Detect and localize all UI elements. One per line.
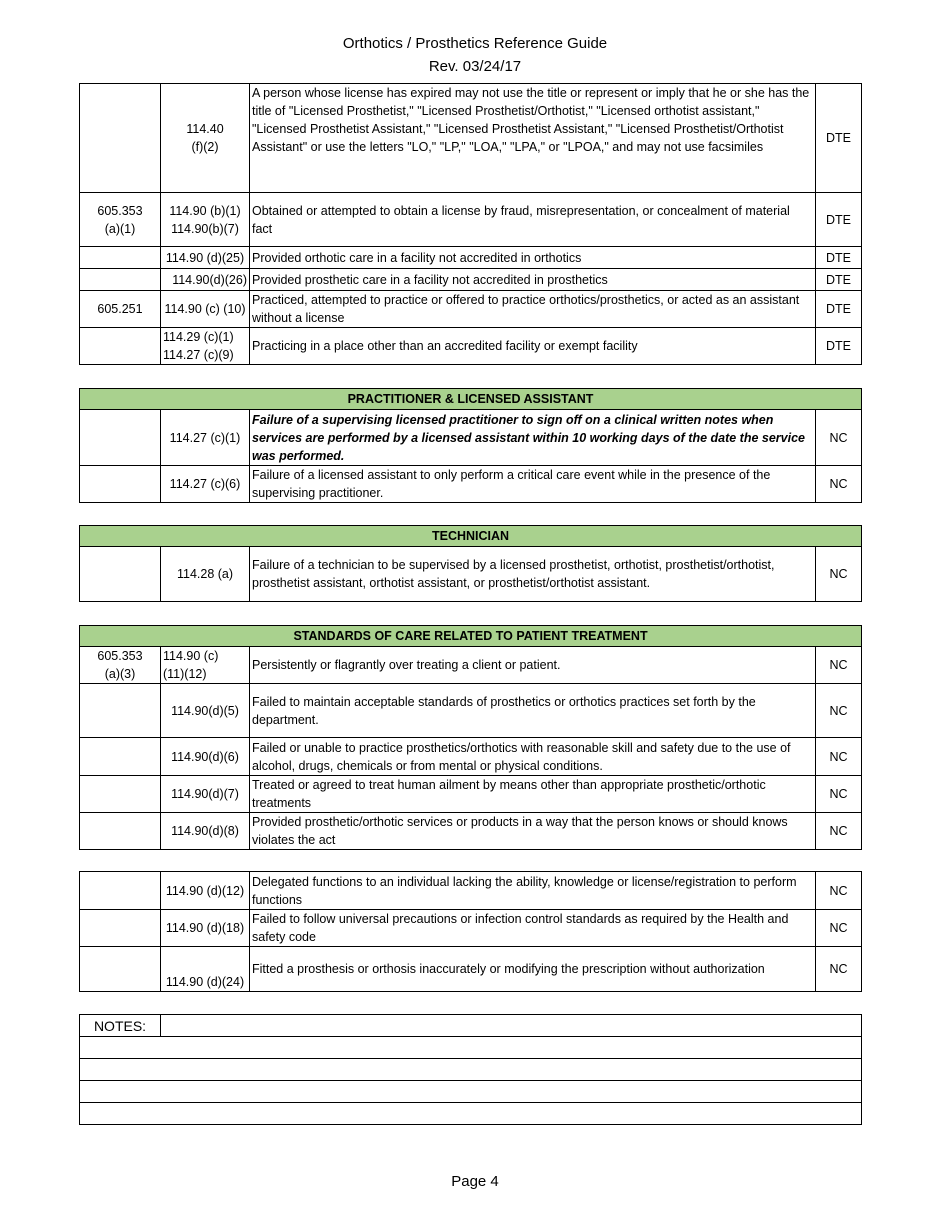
technician-table [79,525,862,602]
code-cell: NC [816,410,862,466]
section-cell [80,466,161,503]
rule-cell: 114.29 (c)(1) 114.27 (c)(9) [161,328,250,365]
section-cell [80,269,161,291]
description-cell: Failed to follow universal precautions or infection control standards as required by the Health and safety code [250,910,816,947]
section-cell: 605.353 (a)(3) [80,647,161,684]
section-cell [80,328,161,365]
rule-cell: 114.27 (c)(6) [161,466,250,503]
section-header-row [80,389,862,410]
code-cell: NC [816,738,862,776]
rule-cell: 114.40 (f)(2) [161,84,250,193]
description-cell: Practiced, attempted to practice or offered to practice orthotics/prosthetics, or acted as an assistant without a license [250,291,816,328]
code-cell: NC [816,647,862,684]
description-cell: Fitted a prosthesis or orthosis inaccurately or modifying the prescription without authorization [250,947,816,992]
section-cell [80,738,161,776]
section-cell [80,947,161,992]
table-row [80,84,862,193]
section-cell [80,547,161,602]
section-heading: TECHNICIAN [80,526,862,547]
description-cell: Obtained or attempted to obtain a license by fraud, misrepresentation, or concealment of material fact [250,193,816,247]
rule-cell: 114.90 (c) (10) [161,291,250,328]
section-heading: STANDARDS OF CARE RELATED TO PATIENT TREATMENT [80,626,862,647]
code-cell: DTE [816,328,862,365]
notes-line[interactable] [80,1059,862,1081]
code-cell: NC [816,872,862,910]
description-cell: Failed or unable to practice prosthetics/orthotics with reasonable skill and safety due to the use of alcohol, drugs, chemicals or from mental or physical conditions. [250,738,816,776]
code-cell: DTE [816,269,862,291]
code-cell: NC [816,466,862,503]
document-title: Orthotics / Prosthetics Reference Guide [342,35,608,52]
license-violations-table [79,83,862,365]
rule-cell: 114.27 (c)(1) [161,410,250,466]
table-row [80,947,862,992]
code-cell: NC [816,684,862,738]
code-cell: NC [816,910,862,947]
table-row [80,291,862,328]
section-cell [80,872,161,910]
rule-cell: 114.90(d)(7) [161,776,250,813]
code-cell: NC [816,813,862,850]
section-cell: 605.353 (a)(1) [80,193,161,247]
table-row [80,547,862,602]
code-cell: DTE [816,193,862,247]
table-row [80,776,862,813]
section-cell: 605.251 [80,291,161,328]
notes-line[interactable] [80,1103,862,1125]
description-cell: Persistently or flagrantly over treating a client or patient. [250,647,816,684]
table-row [80,247,862,269]
section-cell [80,247,161,269]
rule-cell: 114.90 (c) (11)(12) [161,647,250,684]
code-cell: NC [816,547,862,602]
table-row [80,872,862,910]
notes-line[interactable] [80,1037,862,1059]
section-cell [80,410,161,466]
description-cell: Failure of a technician to be supervised by a licensed prosthetist, orthotist, prosthetist/orthotist, prosthetist assistant, orthotist assistant, or prosthetist/orthotist assistant. [250,547,816,602]
standards-of-care-table [79,625,862,850]
table-row [80,738,862,776]
rule-cell: 114.90(d)(26) [161,269,250,291]
code-cell: DTE [816,291,862,328]
rule-cell: 114.90 (d)(12) [161,872,250,910]
description-cell: A person whose license has expired may not use the title or represent or imply that he or she has the title of "Licensed Prosthetist," "Licensed Prosthetist/Orthotist," "Licensed orthotist assistant," "Licensed Prosthetist Assistant," "Licensed Prosthetist Assistant," "Licensed Prosthetist/Orthotist Assistant" or use the letters "LO," "LP," "LOA," "LPA," or "LPOA," and may not use facsimiles [250,84,816,193]
rule-cell: 114.90 (b)(1) 114.90(b)(7) [161,193,250,247]
rule-cell: 114.28 (a) [161,547,250,602]
code-cell: NC [816,776,862,813]
notes-row [80,1037,862,1059]
code-cell: NC [816,947,862,992]
rule-cell: 114.90(d)(6) [161,738,250,776]
rule-cell: 114.90 (d)(25) [161,247,250,269]
table-row [80,684,862,738]
description-cell: Failure of a supervising licensed practitioner to sign off on a clinical written notes when services are performed by a licensed assistant within 10 working days of the date the service was performed. [250,410,816,466]
table-row [80,269,862,291]
notes-table [79,1014,862,1125]
table-row [80,410,862,466]
code-cell: DTE [816,84,862,193]
delegation-precautions-table [79,871,862,992]
notes-row [80,1059,862,1081]
description-cell: Practicing in a place other than an accredited facility or exempt facility [250,328,816,365]
notes-row [80,1103,862,1125]
code-cell: DTE [816,247,862,269]
table-row [80,466,862,503]
section-heading: PRACTITIONER & LICENSED ASSISTANT [80,389,862,410]
notes-row [80,1015,862,1037]
notes-line[interactable] [80,1081,862,1103]
notes-label: NOTES: [80,1015,161,1037]
description-cell: Delegated functions to an individual lacking the ability, knowledge or license/registration to perform functions [250,872,816,910]
practitioner-assistant-table [79,388,862,503]
document-revision: Rev. 03/24/17 [428,58,522,75]
notes-row [80,1081,862,1103]
section-cell [80,776,161,813]
section-cell [80,813,161,850]
section-cell [80,684,161,738]
table-row [80,910,862,947]
rule-cell: 114.90(d)(8) [161,813,250,850]
page-number: Page 4 [451,1173,499,1190]
description-cell: Failure of a licensed assistant to only perform a critical care event while in the presence of the supervising practitioner. [250,466,816,503]
notes-field[interactable] [161,1015,862,1037]
table-row [80,813,862,850]
rule-cell: 114.90 (d)(18) [161,910,250,947]
section-header-row [80,526,862,547]
description-cell: Failed to maintain acceptable standards of prosthetics or orthotics practices set forth by the department. [250,684,816,738]
rule-cell: 114.90 (d)(24) [161,947,250,992]
description-cell: Provided orthotic care in a facility not accredited in orthotics [250,247,816,269]
table-row [80,647,862,684]
table-row [80,193,862,247]
description-cell: Provided prosthetic care in a facility not accredited in prosthetics [250,269,816,291]
description-cell: Treated or agreed to treat human ailment by means other than appropriate prosthetic/orthotic treatments [250,776,816,813]
section-cell [80,84,161,193]
section-header-row [80,626,862,647]
section-cell [80,910,161,947]
table-row [80,328,862,365]
rule-cell: 114.90(d)(5) [161,684,250,738]
description-cell: Provided prosthetic/orthotic services or products in a way that the person knows or should knows violates the act [250,813,816,850]
